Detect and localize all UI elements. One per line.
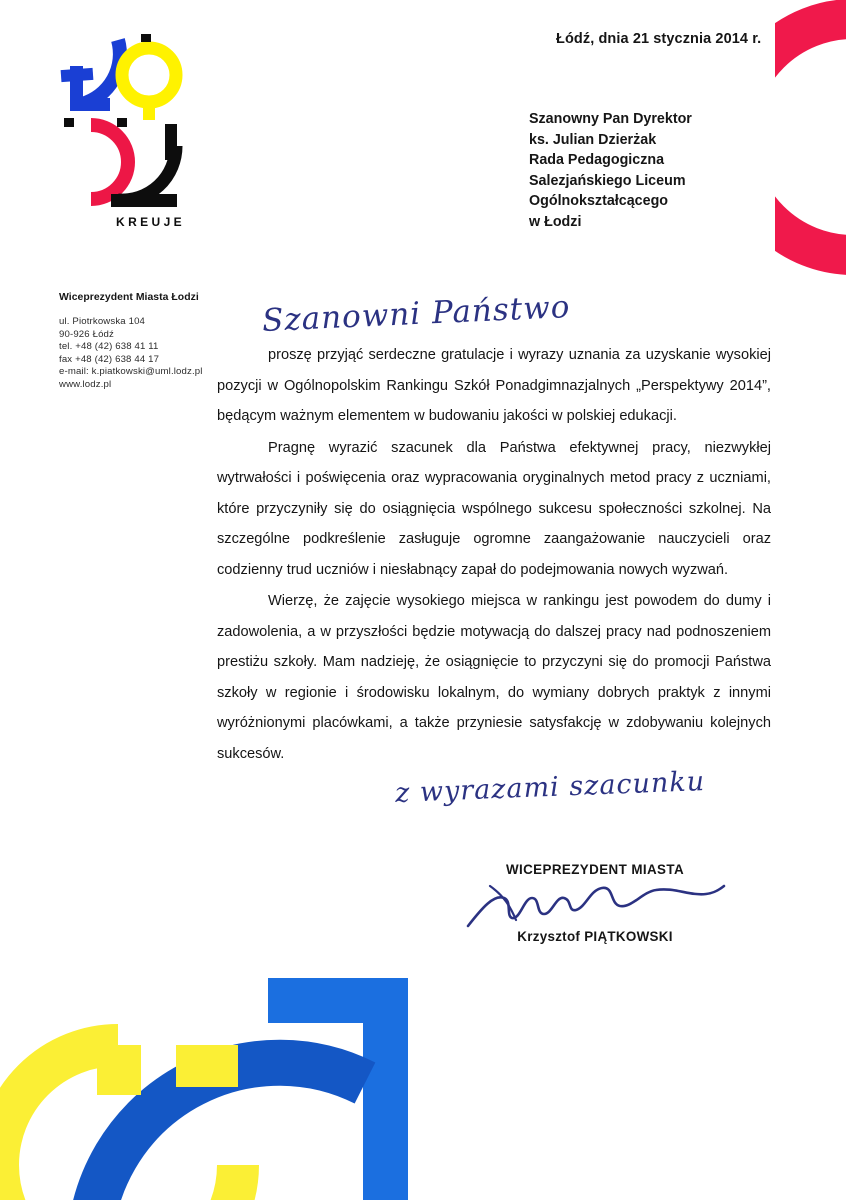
addressee-line-1: Szanowny Pan Dyrektor [529, 111, 692, 127]
decorative-yellow-ring [0, 1045, 238, 1200]
sender-fax: fax +48 (42) 638 44 17 [59, 353, 160, 365]
body-paragraph-2: Pragnę wyrazić szacunek dla Państwa efektywnej pracy, niezwykłej wytrwałości i poświęcenia oraz wypracowania oryginalnych metod pracy z uczniami, które przyczyniły się do osiągnięcia wspólnego sukcesu społeczności szkolnej. Na szczególne podkreślenie zasługuje ogromne zaangażowanie nauczycieli oraz codzienny trud uczniów i niesłabnący zapał do podejmowania nowych wyzwań. [217, 439, 771, 578]
date-line: Łódź, dnia 21 stycznia 2014 r. [556, 31, 762, 47]
addressee-line-4: Salezjańskiego Liceum [529, 172, 686, 189]
body-paragraph-1: proszę przyjąć serdeczne gratulacje i wyrazy uznania za uzyskanie wysokiej pozycji w Ogólnopolskim Rankingu Szkół Ponadgimnazjalnych „Perspektywy 2014”, będącym ważnym elementem w budowaniu jakości w polskiej edukacji. [217, 347, 771, 424]
addressee-line-5: Ogólnokształcącego [529, 193, 669, 210]
sender-block [59, 292, 219, 392]
logo-letter-d-icon [91, 125, 128, 199]
logo-letter-o-icon [122, 34, 176, 120]
handwritten-greeting: Szanowni Państwo [261, 289, 572, 339]
sender-email: e-mail: k.piatkowski@uml.lodz.pl [59, 366, 203, 378]
sender-website: www.lodz.pl [59, 378, 112, 390]
letter-body [217, 340, 771, 769]
addressee-line-3: Rada Pedagogiczna [529, 152, 665, 169]
decorative-bottom-graphic [0, 940, 440, 1200]
decorative-red-ring [775, 0, 846, 282]
addressee-line-6: w Łodzi [529, 213, 582, 230]
addressee-line-2: ks. Julian Dzierżak [529, 131, 657, 148]
signature-name: Krzysztof PIĄTKOWSKI [517, 929, 673, 944]
sender-street: ul. Piotrkowska 104 [59, 316, 146, 327]
sender-title: Wiceprezydent Miasta Łodzi [59, 292, 199, 303]
addressee-block [529, 109, 692, 233]
sender-phone: tel. +48 (42) 638 41 11 [59, 341, 159, 353]
decorative-blue-shape [58, 978, 408, 1200]
sender-city: 90-926 Łódź [59, 328, 114, 340]
sender-contact [59, 316, 219, 392]
body-paragraph-3: Wierzę, że zajęcie wysokiego miejsca w rankingu jest powodem do dumy i zadowolenia, a w przyszłości będzie motywacją do dalszej pracy nad podnoszeniem prestiżu szkoły. Mam nadzieję, że osiągnięcie to przyczyni się do promocji Państwa szkoły w regionie i środowisku lokalnym, do wymiany dobrych praktyk z innymi wyróżnionymi placówkami, a także przyniesie satysfakcję w zdobywaniu kolejnych sukcesów. [217, 593, 771, 762]
logo-letter-l-icon [61, 40, 120, 111]
signature-title: WICEPREZYDENT MIASTA [505, 862, 685, 877]
lodz-kreuje-logo [56, 28, 206, 243]
logo-wordmark: KREUJE [116, 215, 186, 229]
handwritten-signature [460, 874, 730, 930]
handwritten-closing: z wyrazami szacunku [394, 766, 706, 809]
